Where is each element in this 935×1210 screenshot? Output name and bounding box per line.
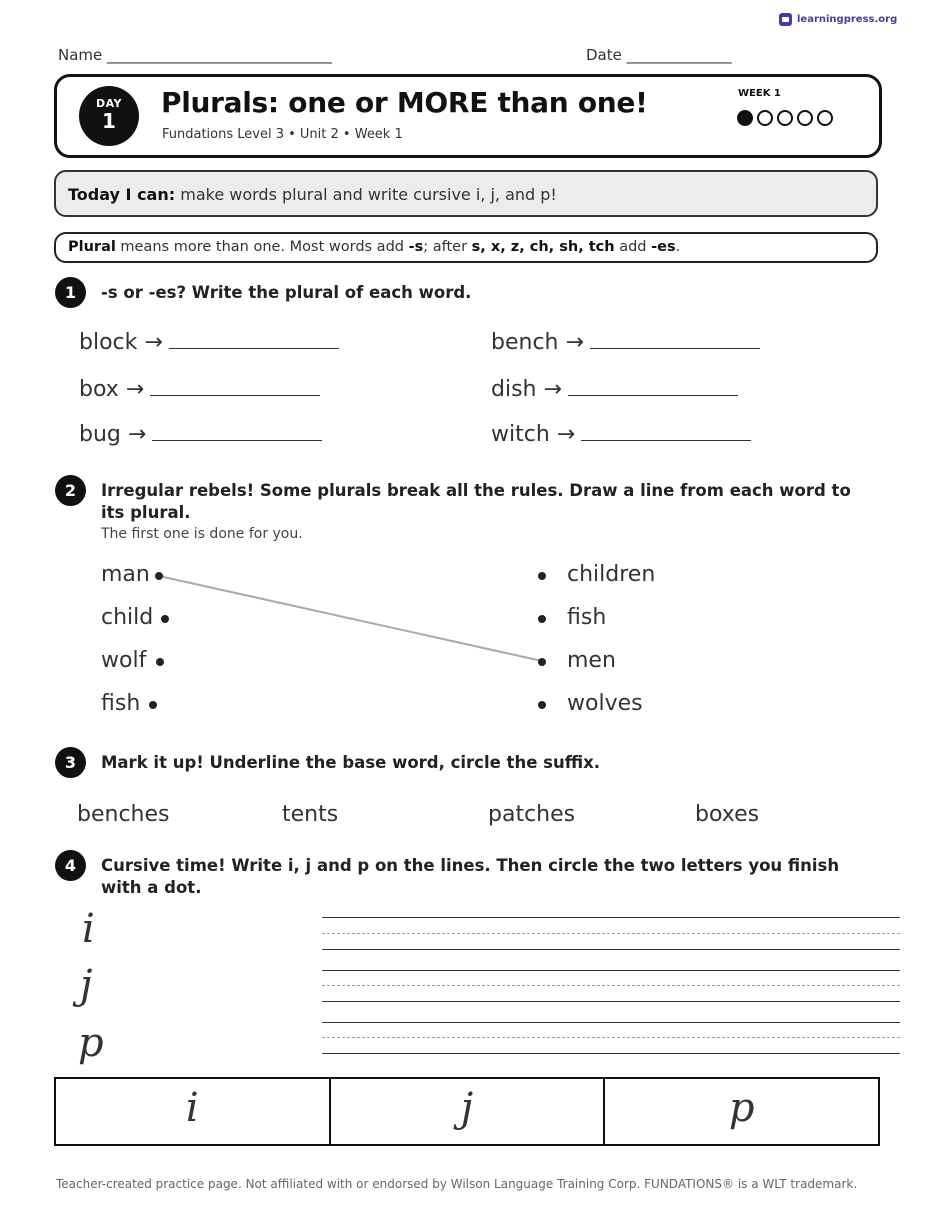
q1-word: block → (79, 330, 163, 355)
writing-line-base[interactable] (322, 1053, 900, 1054)
left-word-child: child (101, 605, 154, 630)
cursive-box-row (54, 1077, 880, 1146)
question-2-hint: The first one is done for you. (101, 526, 303, 542)
writing-line-top[interactable] (322, 917, 900, 918)
writing-line-base[interactable] (322, 949, 900, 950)
day-number: 1 (102, 109, 116, 133)
left-word-man: man (101, 562, 150, 587)
match-dot[interactable] (538, 701, 546, 709)
q1-word: bench → (491, 330, 584, 355)
match-dot[interactable] (155, 572, 163, 580)
cursive-box-i[interactable] (56, 1079, 331, 1144)
plural-letters: s, x, z, ch, sh, tch (471, 239, 615, 255)
plural-lead: Plural (68, 239, 116, 255)
match-dot[interactable] (538, 615, 546, 623)
writing-line-top[interactable] (322, 970, 900, 971)
date-field[interactable]: Date ______________ (586, 46, 732, 64)
right-word-wolves: wolves (567, 691, 643, 716)
plural-text-2: ; after (423, 239, 472, 255)
question-2-prompt: Irregular rebels! Some plurals break all the rules. Draw a line from each word to its plural. (101, 481, 851, 522)
q3-word[interactable]: boxes (695, 802, 760, 827)
plural-s: -s (408, 239, 424, 255)
page-subtitle: Fundations Level 3 • Unit 2 • Week 1 (162, 127, 403, 142)
box-letter: p (728, 1085, 755, 1131)
right-word-men: men (567, 648, 616, 673)
cursive-letter-p: p (78, 1020, 104, 1066)
writing-line-mid (322, 933, 900, 934)
today-text: make words plural and write cursive i, j, and p! (175, 185, 557, 204)
q1-word: dish → (491, 377, 562, 402)
name-field[interactable]: Name ______________________________ (58, 46, 333, 64)
plural-text-4: . (675, 239, 681, 255)
brand-text: learningpress.org (797, 14, 898, 25)
q1-word: bug → (79, 422, 147, 447)
question-1-prompt: -s or -es? Write the plural of each word. (101, 283, 472, 302)
right-word-children: children (567, 562, 656, 587)
box-letter: i (185, 1085, 199, 1131)
plural-text-1: means more than one. Most words add (115, 239, 409, 255)
q3-word[interactable]: patches (488, 802, 576, 827)
q3-word[interactable]: tents (282, 802, 339, 827)
writing-line-base[interactable] (322, 1001, 900, 1002)
question-1-number: 1 (55, 277, 86, 308)
plural-es: -es (651, 239, 676, 255)
page-title: Plurals: one or MORE than one! (161, 86, 648, 119)
cursive-box-p[interactable] (605, 1079, 878, 1144)
writing-line-mid (322, 985, 900, 986)
today-lead: Today I can: (68, 185, 176, 204)
cursive-letter-i: i (82, 906, 95, 952)
match-dot[interactable] (538, 572, 546, 580)
cursive-box-j[interactable] (331, 1079, 606, 1144)
question-3-prompt: Mark it up! Underline the base word, circle the suffix. (101, 753, 601, 772)
q1-word: witch → (491, 422, 576, 447)
plural-text-3: add (614, 239, 652, 255)
match-dot[interactable] (538, 658, 546, 666)
match-dot[interactable] (156, 658, 164, 666)
q1-word: box → (79, 377, 145, 402)
box-letter: j (460, 1085, 474, 1131)
question-3-number: 3 (55, 747, 86, 778)
q3-word[interactable]: benches (77, 802, 170, 827)
writing-line-top[interactable] (322, 1022, 900, 1023)
match-dot[interactable] (149, 701, 157, 709)
left-word-wolf: wolf (101, 648, 147, 673)
cursive-letter-j: j (80, 962, 93, 1008)
writing-line-mid (322, 1037, 900, 1038)
footer-disclaimer: Teacher-created practice page. Not affiliated with or endorsed by Wilson Language Training Corp. FUNDATIONS® is a WLT trademark. (56, 1177, 858, 1191)
question-4-prompt: Cursive time! Write i, j and p on the lines. Then circle the two letters you finish with a dot. (101, 856, 840, 897)
right-word-fish: fish (567, 605, 607, 630)
day-label: DAY (95, 97, 123, 110)
question-2-number: 2 (55, 475, 86, 506)
week-label: WEEK 1 (738, 88, 781, 99)
question-4-number: 4 (55, 850, 86, 881)
left-word-fish: fish (101, 691, 141, 716)
match-dot[interactable] (161, 615, 169, 623)
